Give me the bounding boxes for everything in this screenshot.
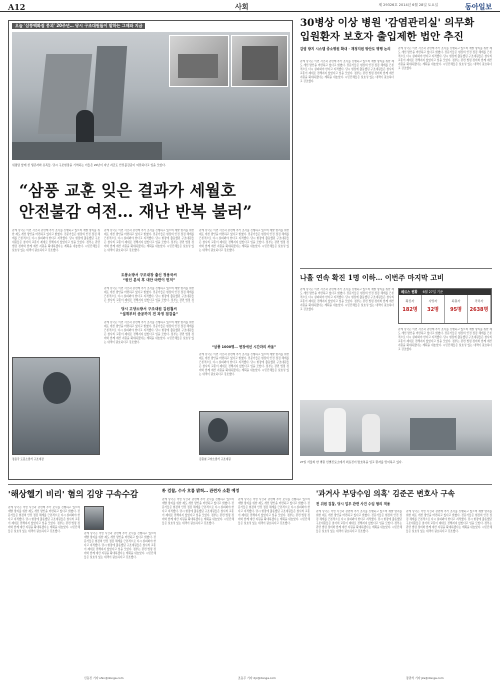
mers-clinic-photo bbox=[300, 400, 492, 456]
article-prosecution bbox=[162, 488, 310, 686]
article-headline-line1: 30병상 이상 병원 '감염관리실' 의무화 bbox=[300, 17, 475, 29]
mers-stat-label: 격리자 bbox=[474, 299, 484, 303]
lawyer-subhead: 전 위원 검찰, 당시 업무 관련 사건 수임 혐의 적용 bbox=[316, 502, 391, 506]
mers-photo-caption: 27일 서울의 한 병원 선별진료소에서 의료진이 방호복을 입고 환자를 맞이하고 있다. bbox=[300, 460, 403, 464]
rubble-shape bbox=[178, 54, 218, 78]
portrait-head-2 bbox=[208, 418, 228, 442]
subhead-jung-line2: “원인 분석 후 대안 마련이 먼저” bbox=[122, 278, 176, 282]
clinic-booth bbox=[410, 418, 456, 450]
article-subhead: 감염 방지 시스템 중소병원 확대 · 재정지원 방안도 병행 논의 bbox=[300, 47, 391, 51]
divider-bottom bbox=[8, 484, 492, 485]
subhead-3: “삼풍 1000명… 현장에선 시간과의 싸움” bbox=[211, 345, 277, 349]
memorial-figure bbox=[76, 110, 94, 144]
mers-stat-cell bbox=[399, 295, 422, 323]
rescue-shape bbox=[242, 46, 278, 80]
newspaper-brand: 동아일보 bbox=[464, 2, 492, 11]
feature-headline-line1: “삼풍 교훈 잊은 결과가 세월호 bbox=[19, 181, 236, 200]
prosecution-body-col1: 관계 당국은 이번 사건과 관련해 추가 조사를 진행하고 있으며 재발 방지를 위한 제도 개선 방안을 마련하고 있다고 밝혔다. 전문가들은 현장의 안전 점검 체계를 근본적으로 다시 살펴봐야 한다고 지적했다. 당시 현장에 출동했던 구조대원들은 참사의 교훈이 제대로 전해지지 않았다고 입을 모았다. 정부는 관련 법령 정비와 함께 예산 지원을 확대하겠다는 계획을 내놓았다. 시민단체들은 실효성 있는 대책이 필요하다고 강조했다. bbox=[162, 498, 234, 525]
medic-figure-1 bbox=[324, 408, 346, 452]
portrait-head bbox=[43, 372, 71, 404]
article-mers bbox=[300, 270, 492, 480]
caption-jung: 정용국 도봉소방서 구조대장 bbox=[12, 458, 44, 461]
memorial-tower-2 bbox=[91, 46, 127, 136]
mers-stat-label: 사망자 bbox=[428, 299, 438, 303]
portrait-jung bbox=[12, 357, 100, 455]
section-title: 사회 bbox=[235, 3, 249, 11]
photo-caption: 위령탑 앞에 선 생존자와 유족들. 당시 구조현장을 기억하는 이들은 20년이 지난 지금도 안전불감증이 여전하다고 입을 모았다. bbox=[12, 163, 166, 167]
archive-photo-collapse bbox=[169, 35, 229, 87]
helicopter-body-col1: 관계 당국은 이번 사건과 관련해 추가 조사를 진행하고 있으며 재발 방지를 위한 제도 개선 방안을 마련하고 있다고 밝혔다. 전문가들은 현장의 안전 점검 체계를 근본적으로 다시 살펴봐야 한다고 지적했다. 당시 현장에 출동했던 구조대원들은 참사의 교훈이 제대로 전해지지 않았다고 입을 모았다. 정부는 관련 법령 정비와 함께 예산 지원을 확대하겠다는 계획을 내놓았다. 시민단체들은 실효성 있는 대책이 필요하다고 강조했다. bbox=[8, 506, 80, 533]
mers-body-col1: 관계 당국은 이번 사건과 관련해 추가 조사를 진행하고 있으며 재발 방지를 위한 제도 개선 방안을 마련하고 있다고 밝혔다. 전문가들은 현장의 안전 점검 체계를 근본적으로 다시 살펴봐야 한다고 지적했다. 당시 현장에 출동했던 구조대원들은 참사의 교훈이 제대로 전해지지 않았다고 입을 모았다. 정부는 관련 법령 정비와 함께 예산 지원을 확대하겠다는 계획을 내놓았다. 시민단체들은 실효성 있는 대책이 필요하다고 강조했다. bbox=[300, 288, 394, 311]
article-lawyer bbox=[316, 488, 492, 686]
mers-stat-label: 확진자 bbox=[405, 299, 415, 303]
mers-stats-table bbox=[398, 288, 492, 324]
article-helicopter bbox=[8, 488, 158, 686]
prosecution-headline: 朴 검찰, 수사 흐름 밝혀… 관련자 소환 예정 bbox=[162, 488, 240, 493]
feature-body-col2c: 관계 당국은 이번 사건과 관련해 추가 조사를 진행하고 있으며 재발 방지를 위한 제도 개선 방안을 마련하고 있다고 밝혔다. 전문가들은 현장의 안전 점검 체계를 근본적으로 다시 살펴봐야 한다고 지적했다. 당시 현장에 출동했던 구조대원들은 참사의 교훈이 제대로 전해지지 않았다고 입을 모았다. 정부는 관련 법령 정비와 함께 예산 지원을 확대하겠다는 계획을 내놓았다. 시민단체들은 실효성 있는 대책이 필요하다고 강조했다. bbox=[104, 321, 194, 344]
subhead-kim bbox=[104, 307, 194, 317]
subhead-jung-line1: 도봉소방서 구조대장 출신 정용국씨 bbox=[121, 273, 177, 277]
mers-stat-cell bbox=[468, 295, 491, 323]
feature-body-col3a: 관계 당국은 이번 사건과 관련해 추가 조사를 진행하고 있으며 재발 방지를 위한 제도 개선 방안을 마련하고 있다고 밝혔다. 전문가들은 현장의 안전 점검 체계를 근본적으로 다시 살펴봐야 한다고 지적했다. 당시 현장에 출동했던 구조대원들은 참사의 교훈이 제대로 전해지지 않았다고 입을 모았다. 정부는 관련 법령 정비와 함께 예산 지원을 확대하겠다는 계획을 내놓았다. 시민단체들은 실효성 있는 대책이 필요하다고 강조했다. bbox=[199, 229, 289, 252]
archive-photo-rescue bbox=[231, 35, 288, 87]
page-header bbox=[0, 0, 500, 12]
mers-stat-label: 퇴원자 bbox=[451, 299, 461, 303]
feature-box-title: 오늘 '삼풍백화점 붕괴' 20주년… 당시 구조대원들이 말하는 그때와 지금 bbox=[12, 23, 145, 29]
mers-table-rows bbox=[399, 295, 491, 323]
prosecution-byline: 조동주 기자 djc@donga.com bbox=[238, 676, 276, 680]
article-body-col2: 관계 당국은 이번 사건과 관련해 추가 조사를 진행하고 있으며 재발 방지를 위한 제도 개선 방안을 마련하고 있다고 밝혔다. 전문가들은 현장의 안전 점검 체계를 근본적으로 다시 살펴봐야 한다고 지적했다. 당시 현장에 출동했던 구조대원들은 참사의 교훈이 제대로 전해지지 않았다고 입을 모았다. 정부는 관련 법령 정비와 함께 예산 지원을 확대하겠다는 계획을 내놓았다. 시민단체들은 실효성 있는 대책이 필요하다고 강조했다. bbox=[398, 47, 492, 70]
mers-stat-cell bbox=[422, 295, 445, 323]
feature-headline-line2: 안전불감 여전… 재난 반복 불러” bbox=[19, 202, 252, 221]
feature-body-col1: 관계 당국은 이번 사건과 관련해 추가 조사를 진행하고 있으며 재발 방지를 위한 제도 개선 방안을 마련하고 있다고 밝혔다. 전문가들은 현장의 안전 점검 체계를 근본적으로 다시 살펴봐야 한다고 지적했다. 당시 현장에 출동했던 구조대원들은 참사의 교훈이 제대로 전해지지 않았다고 입을 모았다. 정부는 관련 법령 정비와 함께 예산 지원을 확대하겠다는 계획을 내놓았다. 시민단체들은 실효성 있는 대책이 필요하다고 강조했다. bbox=[12, 229, 100, 252]
prosecution-body-col2: 관계 당국은 이번 사건과 관련해 추가 조사를 진행하고 있으며 재발 방지를 위한 제도 개선 방안을 마련하고 있다고 밝혔다. 전문가들은 현장의 안전 점검 체계를 근본적으로 다시 살펴봐야 한다고 지적했다. 당시 현장에 출동했던 구조대원들은 참사의 교훈이 제대로 전해지지 않았다고 입을 모았다. 정부는 관련 법령 정비와 함께 예산 지원을 확대하겠다는 계획을 내놓았다. 시민단체들은 실효성 있는 대책이 필요하다고 강조했다. bbox=[238, 498, 310, 525]
subhead-jung bbox=[104, 273, 194, 283]
helicopter-headline: '해상헬기 비리' 혐의 김양 구속수감 bbox=[8, 489, 139, 499]
subhead-kim-line1: 당시 고양소방서 구조대원 김원철씨 bbox=[121, 307, 177, 311]
article-headline-line2: 입원환자 보호자 출입제한 법안 추진 bbox=[300, 31, 464, 43]
feature-box bbox=[8, 20, 293, 480]
mers-stat-cell bbox=[445, 295, 468, 323]
feature-body-col3b: 관계 당국은 이번 사건과 관련해 추가 조사를 진행하고 있으며 재발 방지를 위한 제도 개선 방안을 마련하고 있다고 밝혔다. 전문가들은 현장의 안전 점검 체계를 근본적으로 다시 살펴봐야 한다고 지적했다. 당시 현장에 출동했던 구조대원들은 참사의 교훈이 제대로 전해지지 않았다고 입을 모았다. 정부는 관련 법령 정비와 함께 예산 지원을 확대하겠다는 계획을 내놓았다. 시민단체들은 실효성 있는 대책이 필요하다고 강조했다. bbox=[199, 353, 289, 376]
mers-headline: 나흘 연속 확진 1명 이하… 이번주 마지막 고비 bbox=[300, 273, 444, 282]
feature-body-col2a: 관계 당국은 이번 사건과 관련해 추가 조사를 진행하고 있으며 재발 방지를 위한 제도 개선 방안을 마련하고 있다고 밝혔다. 전문가들은 현장의 안전 점검 체계를 근본적으로 다시 살펴봐야 한다고 지적했다. 당시 현장에 출동했던 구조대원들은 참사의 교훈이 제대로 전해지지 않았다고 입을 모았다. 정부는 관련 법령 정비와 함께 예산 지원을 확대하겠다는 계획을 내놓았다. 시민단체들은 실효성 있는 대책이 필요하다고 강조했다. bbox=[104, 229, 194, 252]
mers-stat-value: 182명 bbox=[402, 307, 418, 313]
portrait-kim bbox=[199, 411, 289, 455]
helicopter-body-col2: 관계 당국은 이번 사건과 관련해 추가 조사를 진행하고 있으며 재발 방지를 위한 제도 개선 방안을 마련하고 있다고 밝혔다. 전문가들은 현장의 안전 점검 체계를 근본적으로 다시 살펴봐야 한다고 지적했다. 당시 현장에 출동했던 구조대원들은 참사의 교훈이 제대로 전해지지 않았다고 입을 모았다. 정부는 관련 법령 정비와 함께 예산 지원을 확대하겠다는 계획을 내놓았다. 시민단체들은 실효성 있는 대책이 필요하다고 강조했다. bbox=[84, 532, 156, 559]
mers-stat-value: 95명 bbox=[450, 307, 462, 313]
article-body-col1: 관계 당국은 이번 사건과 관련해 추가 조사를 진행하고 있으며 재발 방지를 위한 제도 개선 방안을 마련하고 있다고 밝혔다. 전문가들은 현장의 안전 점검 체계를 근본적으로 다시 살펴봐야 한다고 지적했다. 당시 현장에 출동했던 구조대원들은 참사의 교훈이 제대로 전해지지 않았다고 입을 모았다. 정부는 관련 법령 정비와 함께 예산 지원을 확대하겠다는 계획을 내놓았다. 시민단체들은 실효성 있는 대책이 필요하다고 강조했다. bbox=[300, 60, 394, 83]
medic-figure-2 bbox=[362, 414, 380, 452]
lawyer-body-col2: 관계 당국은 이번 사건과 관련해 추가 조사를 진행하고 있으며 재발 방지를 위한 제도 개선 방안을 마련하고 있다고 밝혔다. 전문가들은 현장의 안전 점검 체계를 근본적으로 다시 살펴봐야 한다고 지적했다. 당시 현장에 출동했던 구조대원들은 참사의 교훈이 제대로 전해지지 않았다고 입을 모았다. 정부는 관련 법령 정비와 함께 예산 지원을 확대하겠다는 계획을 내놓았다. 시민단체들은 실효성 있는 대책이 필요하다고 강조했다. bbox=[406, 510, 492, 533]
lawyer-body-col1: 관계 당국은 이번 사건과 관련해 추가 조사를 진행하고 있으며 재발 방지를 위한 제도 개선 방안을 마련하고 있다고 밝혔다. 전문가들은 현장의 안전 점검 체계를 근본적으로 다시 살펴봐야 한다고 지적했다. 당시 현장에 출동했던 구조대원들은 참사의 교훈이 제대로 전해지지 않았다고 입을 모았다. 정부는 관련 법령 정비와 함께 예산 지원을 확대하겠다는 계획을 내놓았다. 시민단체들은 실효성 있는 대책이 필요하다고 강조했다. bbox=[316, 510, 402, 533]
caption-kim: 김원철 고양소방서 구조대원 bbox=[199, 458, 231, 461]
mers-body-col2: 관계 당국은 이번 사건과 관련해 추가 조사를 진행하고 있으며 재발 방지를 위한 제도 개선 방안을 마련하고 있다고 밝혔다. 전문가들은 현장의 안전 점검 체계를 근본적으로 다시 살펴봐야 한다고 지적했다. 당시 현장에 출동했던 구조대원들은 참사의 교훈이 제대로 전해지지 않았다고 입을 모았다. 정부는 관련 법령 정비와 함께 예산 지원을 확대하겠다는 계획을 내놓았다. 시민단체들은 실효성 있는 대책이 필요하다고 강조했다. bbox=[398, 328, 492, 351]
article-infection-control bbox=[300, 16, 492, 268]
feature-body-col2b: 관계 당국은 이번 사건과 관련해 추가 조사를 진행하고 있으며 재발 방지를 위한 제도 개선 방안을 마련하고 있다고 밝혔다. 전문가들은 현장의 안전 점검 체계를 근본적으로 다시 살펴봐야 한다고 지적했다. 당시 현장에 출동했던 구조대원들은 참사의 교훈이 제대로 전해지지 않았다고 입을 모았다. 정부는 관련 법령 정 bbox=[104, 287, 194, 302]
mers-stat-value: 32명 bbox=[427, 307, 439, 313]
lawyer-headline: '과거사 부당수임 의혹' 김준곤 변호사 구속 bbox=[316, 489, 455, 498]
mers-stat-value: 2638명 bbox=[469, 307, 489, 313]
memorial-ground bbox=[12, 142, 162, 160]
mers-table-subtitle: 6월 27일 기준 bbox=[422, 290, 444, 294]
divider-right-1 bbox=[300, 268, 492, 269]
mers-table-title: 메르스 현황 bbox=[401, 290, 418, 294]
lawyer-byline: 장관석 기자 jks@donga.com bbox=[406, 676, 444, 680]
helicopter-byline: 신동진 기자 shin@donga.com bbox=[84, 676, 124, 680]
helicopter-portrait bbox=[84, 506, 104, 530]
issue-meta: 제 29326호 2014년 6월 28일 토요일 bbox=[378, 3, 438, 7]
subhead-kim-line2: “설계부터 준공까지 전 과정 점검을” bbox=[119, 312, 179, 316]
page-number: A12 bbox=[8, 2, 26, 12]
